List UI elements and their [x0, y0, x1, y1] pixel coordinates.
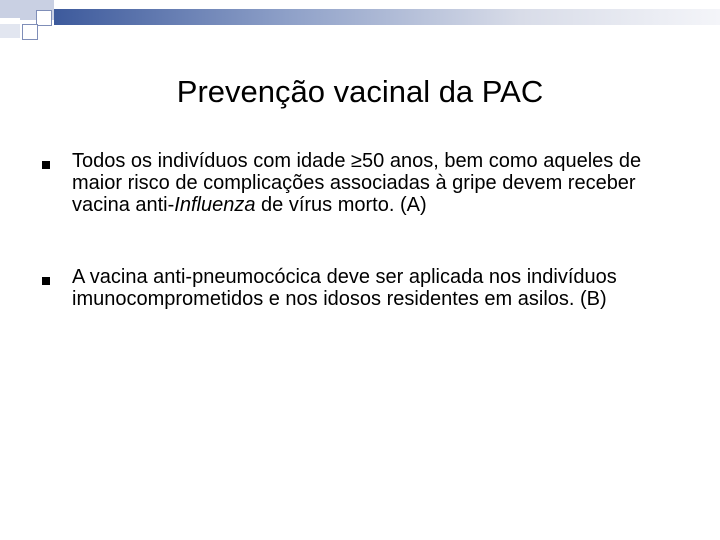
header-gradient-bar — [54, 9, 720, 25]
bullet-list — [40, 150, 680, 310]
bullet-item — [40, 266, 680, 310]
slide-title: Prevenção vacinal da PAC — [176, 74, 544, 109]
decorative-square — [0, 24, 20, 38]
bullet-text — [72, 266, 617, 310]
bullet-text — [72, 150, 641, 216]
header-decoration — [0, 0, 720, 48]
bullet-text-part: Todos os indivíduos com idade ≥50 anos, bem como aqueles de maior risco de complicações associadas à gripe devem receber vacina anti- — [72, 150, 642, 216]
decorative-outline-square — [36, 10, 52, 26]
decorative-square — [0, 0, 20, 18]
bullet-text-italic: Influenza — [174, 194, 256, 216]
bullet-item — [40, 150, 680, 216]
square-bullet-icon — [42, 277, 50, 285]
bullet-text-part: A vacina anti-pneumocócica deve ser aplicada nos indivíduos imunocomprometidos e nos idosos residentes em asilos. (B) — [72, 266, 617, 310]
square-bullet-icon — [42, 161, 50, 169]
decorative-outline-square — [22, 24, 38, 40]
bullet-text-part: de vírus morto. (A) — [255, 194, 427, 216]
